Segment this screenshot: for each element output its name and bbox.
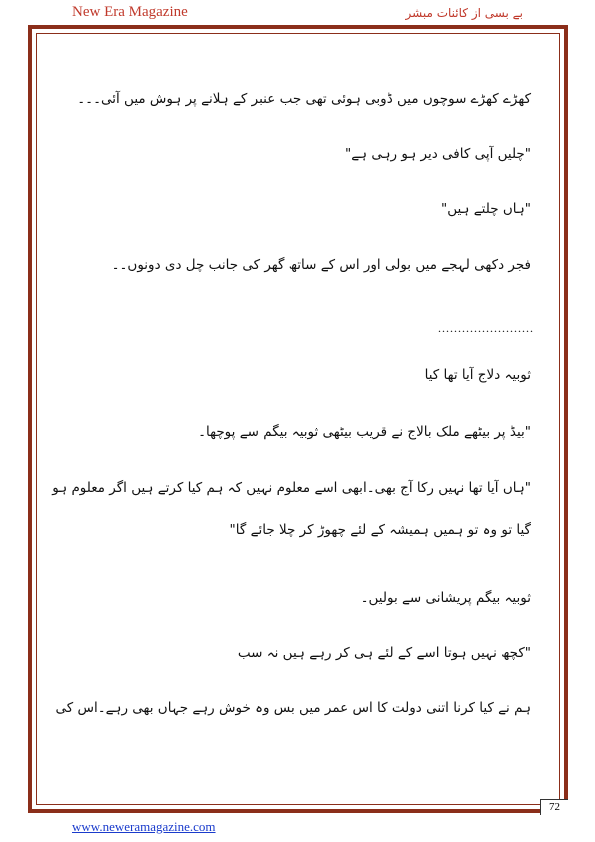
text-line-8: گیا تو وہ تو ہمیں ہمیشہ کے لئے چھوڑ کر چلا جائے گا"	[229, 522, 531, 538]
text-line-2: "چلیں آپی کافی دیر ہو رہی ہے"	[345, 146, 531, 162]
page-number: 72	[540, 799, 568, 815]
footer-link[interactable]: www.neweramagazine.com	[72, 819, 216, 834]
text-line-1: کھڑے کھڑے سوچوں میں ڈوبی ہوئی تھی جب عنبر کے ہلانے پر ہوش میں آئی۔۔۔	[77, 91, 531, 107]
section-separator: ........................	[438, 321, 534, 335]
text-line-3: "ہاں چلتے ہیں"	[441, 201, 531, 217]
text-line-5: ثوبیہ دلاج آیا تھا کیا	[424, 367, 531, 383]
magazine-title: New Era Magazine	[72, 4, 188, 20]
text-line-11: ہم نے کیا کرنا اتنی دولت کا اس عمر میں بس وہ خوش رہے جہاں بھی رہے۔اس کی	[55, 700, 531, 716]
text-line-9: ثوبیہ بیگم پریشانی سے بولیں۔	[360, 590, 531, 606]
text-line-7: "ہاں آیا تھا نہیں رکا آج بھی۔ابھی اسے معلوم نہیں کہ ہم کیا کرتے ہیں اگر معلوم ہو	[52, 480, 531, 496]
novel-title: بے بسی از کائنات مبشر	[405, 6, 523, 20]
text-line-10: "کچھ نہیں ہوتا اسے کے لئے ہی کر رہے ہیں نہ سب	[237, 645, 531, 661]
text-line-6: "بیڈ پر بیٹھے ملک بالاج نے قریب بیٹھی ثوبیہ بیگم سے پوچھا۔	[198, 424, 531, 440]
text-line-4: فجر دکھی لہجے میں بولی اور اس کے ساتھ گھر کی جانب چل دی دونوں۔۔	[111, 257, 531, 273]
